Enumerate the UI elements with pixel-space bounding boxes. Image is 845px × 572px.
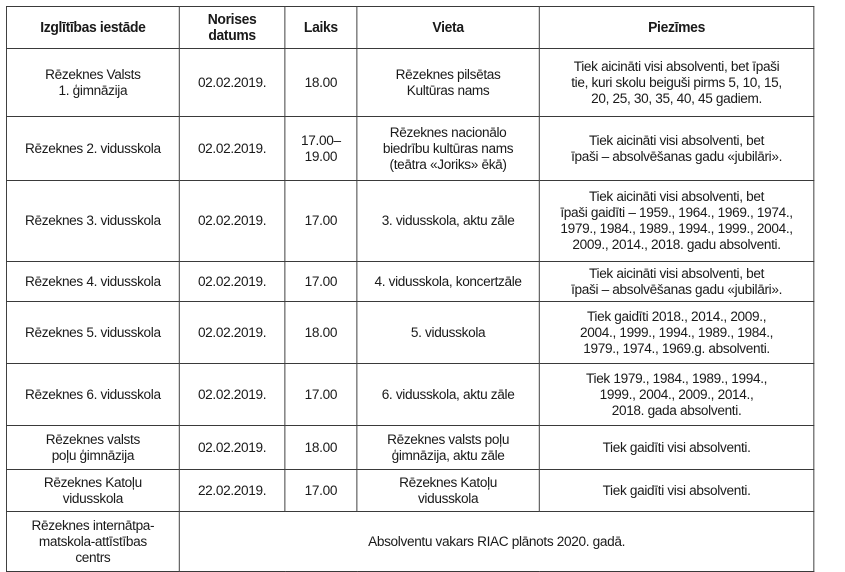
header-time: Laiks <box>285 7 357 49</box>
date-cell: 02.02.2019. <box>179 364 285 426</box>
table-row <box>6 49 813 117</box>
date-cell: 22.02.2019. <box>179 470 285 512</box>
venue-cell: 3. vidusskola, aktu zāle <box>357 181 539 262</box>
time-cell: 18.00 <box>285 49 357 117</box>
time-cell: 18.00 <box>285 302 357 364</box>
institution-cell: Rēzeknes 2. vidusskola <box>6 117 179 181</box>
table-row <box>6 117 813 181</box>
institution-cell: Rēzeknes Valsts 1. ģimnāzija <box>6 49 179 117</box>
table-row <box>6 262 813 302</box>
date-cell: 02.02.2019. <box>179 262 285 302</box>
table-row <box>6 181 813 262</box>
venue-cell: 4. vidusskola, koncertzāle <box>357 262 539 302</box>
notes-cell: Tiek aicināti visi absolventi, bet īpaši – absolvēšanas gadu «jubilāri». <box>539 117 814 181</box>
date-cell: 02.02.2019. <box>179 426 285 470</box>
venue-cell: Rēzeknes Katoļu vidusskola <box>357 470 539 512</box>
date-cell: 02.02.2019. <box>179 117 285 181</box>
notes-cell: Tiek aicināti visi absolventi, bet īpaši tie, kuri skolu beiguši pirms 5, 10, 15, 20, 25, 30, 35, 40, 45 gadiem. <box>539 49 814 117</box>
venue-cell: Rēzeknes valsts poļu ģimnāzija, aktu zāle <box>357 426 539 470</box>
notes-cell: Tiek gaidīti 2018., 2014., 2009., 2004., 1999., 1994., 1989., 1984., 1979., 1974., 1969.g. absolventi. <box>539 302 814 364</box>
venue-cell: Rēzeknes nacionālo biedrību kultūras nams (teātra «Joriks» ēkā) <box>357 117 539 181</box>
notes-cell: Tiek aicināti visi absolventi, bet īpaši – absolvēšanas gadu «jubilāri». <box>539 262 814 302</box>
institution-cell: Rēzeknes 5. vidusskola <box>6 302 179 364</box>
time-cell: 18.00 <box>285 426 357 470</box>
header-date: Norises datums <box>179 7 285 49</box>
notes-cell: Tiek gaidīti visi absolventi. <box>539 470 814 512</box>
venue-cell: Rēzeknes pilsētas Kultūras nams <box>357 49 539 117</box>
table-row <box>6 302 813 364</box>
notes-cell: Tiek aicināti visi absolventi, bet īpaši gaidīti – 1959., 1964., 1969., 1974., 1979., 1984., 1989., 1994., 1999., 2004., 2009., 2014., 2018. gadu absolventi. <box>539 181 814 262</box>
header-institution: Izglītības iestāde <box>6 7 179 49</box>
institution-cell: Rēzeknes 6. vidusskola <box>6 364 179 426</box>
institution-cell: Rēzeknes 3. vidusskola <box>6 181 179 262</box>
table-row <box>6 512 813 572</box>
table-row <box>6 470 813 512</box>
time-cell: 17.00 <box>285 181 357 262</box>
reunion-schedule-table <box>6 6 814 572</box>
merged-note-cell: Absolventu vakars RIAC plānots 2020. gadā. <box>179 512 814 572</box>
time-cell: 17.00 <box>285 470 357 512</box>
venue-cell: 6. vidusskola, aktu zāle <box>357 364 539 426</box>
institution-cell: Rēzeknes Katoļu vidusskola <box>6 470 179 512</box>
institution-cell: Rēzeknes internātpa- matskola-attīstības centrs <box>6 512 179 572</box>
date-cell: 02.02.2019. <box>179 181 285 262</box>
time-cell: 17.00 <box>285 364 357 426</box>
date-cell: 02.02.2019. <box>179 49 285 117</box>
date-cell: 02.02.2019. <box>179 302 285 364</box>
header-row <box>6 7 813 49</box>
venue-cell: 5. vidusskola <box>357 302 539 364</box>
time-cell: 17.00– 19.00 <box>285 117 357 181</box>
time-cell: 17.00 <box>285 262 357 302</box>
notes-cell: Tiek 1979., 1984., 1989., 1994., 1999., 2004., 2009., 2014., 2018. gada absolventi. <box>539 364 814 426</box>
institution-cell: Rēzeknes 4. vidusskola <box>6 262 179 302</box>
table-row <box>6 364 813 426</box>
header-notes: Piezīmes <box>539 7 814 49</box>
header-venue: Vieta <box>357 7 539 49</box>
table-row <box>6 426 813 470</box>
institution-cell: Rēzeknes valsts poļu ģimnāzija <box>6 426 179 470</box>
notes-cell: Tiek gaidīti visi absolventi. <box>539 426 814 470</box>
